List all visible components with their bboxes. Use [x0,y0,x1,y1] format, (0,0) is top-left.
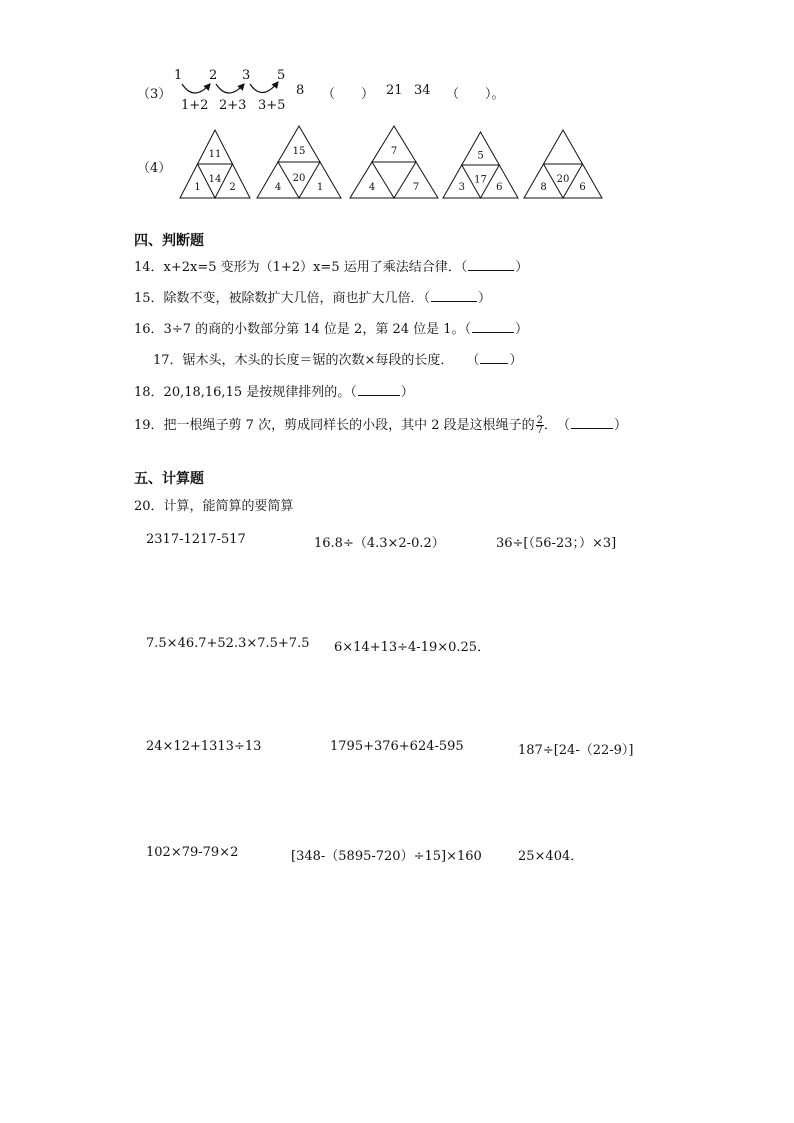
number-triangle [180,130,250,198]
calc-expression: 25×404． [518,849,584,864]
calc-expression: 1795+376+624-595 [330,739,464,754]
judge-close: ） [515,260,529,275]
triangle-center-number: 17 [474,174,487,186]
judge-item-19 [134,414,627,435]
judge-item-15 [134,287,491,306]
calc-expression: 102×79-79×2 [146,845,239,860]
number-triangle [443,132,518,198]
curved-arrow-icon [182,84,210,93]
triangle-right-number: 2 [229,182,236,193]
triangle-right-number: 1 [316,182,324,193]
triangle-left-number: 4 [274,182,282,193]
seq-number: 5 [277,68,286,83]
seq-sum: 3+5 [258,98,286,113]
answer-blank[interactable] [571,416,613,429]
judge-text: 16．3÷7 的商的小数部分第 14 位是 2，第 24 位是 1。（ [134,322,472,337]
number-triangle [350,126,438,198]
judge-after: ． （ [544,418,571,433]
calc-expression: 7.5×46.7+52.3×7.5+7.5 [146,636,310,651]
seq-number: 3 [242,68,251,83]
triangle-puzzles [160,120,620,210]
number-triangle [257,126,341,198]
answer-blank[interactable] [358,383,400,396]
calc-expression: 24×12+1313÷13 [146,739,262,754]
q3-label: （3） [137,87,172,102]
answer-blank[interactable]: （ ）。 [446,87,505,102]
curved-arrow-icon [216,84,244,93]
judge-item-16 [134,318,528,337]
number-triangle [524,130,602,198]
triangle-top-number: 5 [477,150,484,162]
calc-instruction: 20．计算，能简算的要简算 [134,499,294,514]
seq-term: 8 [296,83,305,98]
answer-blank[interactable] [480,351,508,364]
judge-close: ） [509,353,523,368]
triangle-center-number: 20 [556,174,570,185]
calc-expression: 2317-1217-517 [146,532,246,547]
judge-text: 14．x+2x=5 变形为（1+2）x=5 运用了乘法结合律．（ [134,260,468,275]
calc-expression: 6×14+13÷4-19×0.25． [334,640,491,655]
fraction [536,416,544,435]
seq-term: 21 [386,83,403,98]
judge-text: 17．锯木头，木头的长度＝锯的次数×每段的长度． （ [153,353,480,368]
judge-close: ） [515,322,529,337]
triangle-right-number: 6 [579,182,586,193]
section-title: 五、计算题 [134,471,204,487]
seq-number: 2 [209,68,218,83]
seq-sum: 1+2 [181,98,209,113]
curved-arrow-icon [250,82,278,93]
triangle-top-number: 15 [292,146,306,157]
calc-expression: 16.8÷（4.3×2-0.2） [314,536,445,551]
calc-expression: 187÷[24-（22-9）] [518,743,634,758]
judge-item-18 [134,381,414,400]
judge-item-14 [134,256,528,275]
calc-expression: [348-（5895-720）÷15]×160 [291,849,482,864]
judge-close: ） [614,418,628,433]
answer-blank[interactable] [431,289,477,302]
triangle-top-number: 7 [390,146,398,157]
answer-blank[interactable] [472,320,514,333]
triangle-right-number: 6 [496,182,503,193]
fraction-numerator: 2 [536,415,543,426]
answer-blank[interactable]: （ ） [322,87,375,102]
triangle-center-number: 14 [208,174,222,185]
triangle-left-number: 8 [540,182,547,193]
triangle-right-number: 7 [412,182,420,193]
judge-item-17 [153,349,522,368]
seq-number: 1 [174,68,183,83]
triangle-left-number: 1 [194,182,201,193]
q4-label: （4） [137,161,172,176]
triangle-center-number: 20 [292,173,306,184]
judge-text: 18．20,18,16,15 是按规律排列的。（ [134,385,357,400]
triangle-top-number: 11 [208,149,222,160]
answer-blank[interactable] [468,258,514,271]
judge-text: 19．把一根绳子剪 7 次，剪成同样长的小段，其中 2 段是这根绳子的 [134,418,535,433]
triangle-left-number: 3 [458,182,465,193]
seq-sum: 2+3 [219,98,247,113]
judge-text: 15．除数不变，被除数扩大几倍，商也扩大几倍．（ [134,291,431,306]
section-title: 四、判断题 [134,233,204,249]
fraction-denominator: 7 [536,425,543,436]
seq-term: 34 [414,83,431,98]
calc-expression: 36÷[（56-23；）×3] [496,536,617,551]
judge-close: ） [400,385,414,400]
triangle-inner [372,162,416,198]
judge-close: ） [478,291,492,306]
triangle-left-number: 4 [368,182,376,193]
